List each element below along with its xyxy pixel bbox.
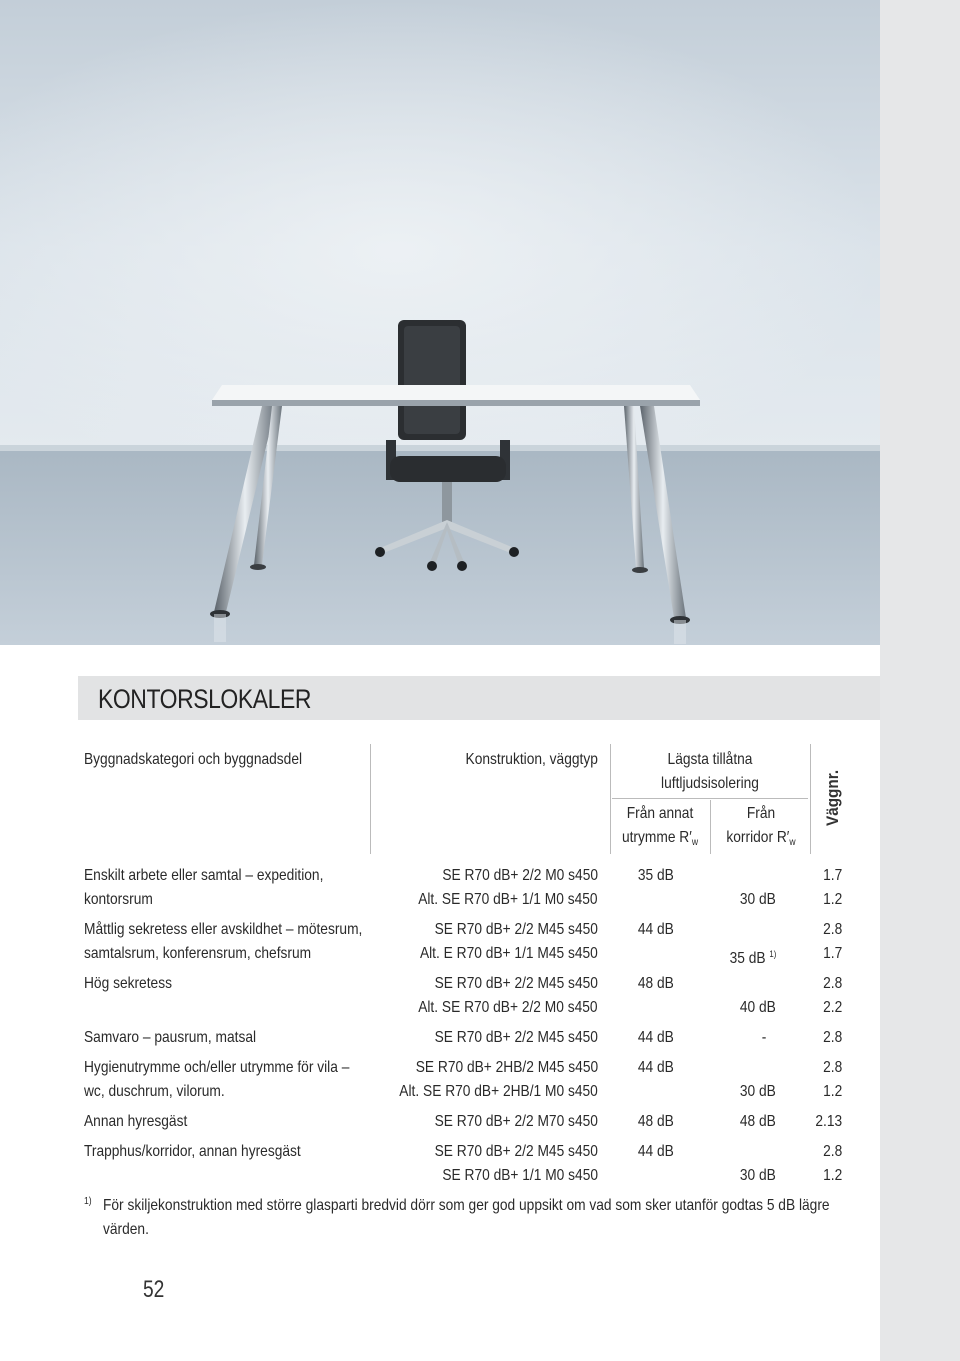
row-from-other: 44 dB: [638, 1059, 674, 1076]
row-from-corridor: 30 dB: [740, 1083, 776, 1100]
header-from-other: utrymme $R'_w$: [621, 829, 699, 848]
row-construction: Alt. SE R70 dB+ 2/2 M0 s450: [418, 999, 598, 1016]
row-from-corridor: 40 dB: [740, 999, 776, 1016]
row-from-other: 48 dB: [638, 975, 674, 992]
header-from-corridor: korridor $R'_w$: [726, 829, 796, 848]
row-wall-no: 2.8: [822, 1029, 842, 1046]
row-category: kontorsrum: [84, 891, 153, 908]
row-from-corridor: 30 dB: [740, 891, 776, 908]
row-from-corridor: 48 dB: [740, 1113, 776, 1130]
row-construction: Alt. SE R70 dB+ 2HB/1 M0 s450: [399, 1083, 598, 1100]
header-insulation: luftljudsisolering: [661, 775, 759, 792]
row-wall-no: 2.8: [822, 921, 842, 938]
right-margin-strip: [880, 0, 960, 1361]
row-wall-no: 2.8: [822, 1059, 842, 1076]
row-wall-no: 1.7: [822, 945, 842, 962]
header-category: Byggnadskategori och byggnadsdel: [84, 751, 303, 768]
footnote-marker: 1): [84, 1196, 92, 1207]
row-category: wc, duschrum, vilorum.: [84, 1083, 225, 1100]
row-wall-no: 1.2: [822, 1167, 842, 1184]
header-insulation: Lägsta tillåtna: [667, 751, 753, 768]
header-from-other: Från annat: [626, 805, 694, 822]
header-divider: [710, 800, 711, 854]
desk-chair-illustration: [0, 0, 880, 645]
header-divider: [612, 798, 808, 799]
row-construction: SE R70 dB+ 2/2 M0 s450: [442, 867, 598, 884]
header-divider: [370, 744, 371, 854]
row-construction: SE R70 dB+ 2/2 M45 s450: [434, 1143, 598, 1160]
footnote-text: För skiljekonstruktion med större glasparti bredvid dörr som ger god uppsikt om vad som sker utanför godtas 5 dB lägre: [103, 1197, 830, 1214]
header-wall-no: Väggnr.: [823, 769, 842, 826]
row-wall-no: 2.13: [815, 1113, 842, 1130]
row-category: Annan hyresgäst: [84, 1113, 188, 1130]
row-category: Måttlig sekretess eller avskildhet – mötesrum,: [84, 921, 363, 938]
row-category: Hög sekretess: [84, 975, 172, 992]
row-from-other: 44 dB: [638, 921, 674, 938]
footnote-text: värden.: [103, 1221, 149, 1238]
row-wall-no: 2.8: [822, 1143, 842, 1160]
row-wall-no: 2.2: [822, 999, 842, 1016]
row-wall-no: 1.2: [822, 1083, 842, 1100]
page-number: 52: [143, 1276, 165, 1303]
row-from-other: 48 dB: [638, 1113, 674, 1130]
row-construction: SE R70 dB+ 2HB/2 M45 s450: [415, 1059, 598, 1076]
row-construction: SE R70 dB+ 1/1 M0 s450: [442, 1167, 598, 1184]
row-construction: SE R70 dB+ 2/2 M45 s450: [434, 921, 598, 938]
row-wall-no: 2.8: [822, 975, 842, 992]
row-category: samtalsrum, konferensrum, chefsrum: [84, 945, 312, 962]
office-photo: [0, 0, 880, 645]
row-category: Trapphus/korridor, annan hyresgäst: [84, 1143, 301, 1160]
row-from-corridor: 30 dB: [740, 1167, 776, 1184]
row-category: Enskilt arbete eller samtal – expedition,: [84, 867, 324, 884]
row-construction: Alt. E R70 dB+ 1/1 M45 s450: [420, 945, 598, 962]
header-construction: Konstruktion, väggtyp: [465, 751, 598, 768]
section-heading: KONTORSLOKALER: [98, 684, 312, 714]
row-from-corridor: 35 dB $^{1)}$: [729, 949, 776, 967]
row-from-other: 44 dB: [638, 1143, 674, 1160]
row-construction: Alt. SE R70 dB+ 1/1 M0 s450: [418, 891, 598, 908]
row-category: Samvaro – pausrum, matsal: [84, 1029, 257, 1046]
header-divider: [810, 744, 811, 854]
row-wall-no: 1.7: [822, 867, 842, 884]
row-construction: SE R70 dB+ 2/2 M70 s450: [434, 1113, 598, 1130]
header-divider: [610, 744, 611, 854]
header-from-corridor: Från: [746, 805, 776, 822]
row-from-corridor: -: [761, 1029, 766, 1046]
row-from-other: 35 dB: [638, 867, 674, 884]
row-wall-no: 1.2: [822, 891, 842, 908]
row-category: Hygienutrymme och/eller utrymme för vila –: [84, 1059, 350, 1076]
row-construction: SE R70 dB+ 2/2 M45 s450: [434, 975, 598, 992]
row-construction: SE R70 dB+ 2/2 M45 s450: [434, 1029, 598, 1046]
row-from-other: 44 dB: [638, 1029, 674, 1046]
